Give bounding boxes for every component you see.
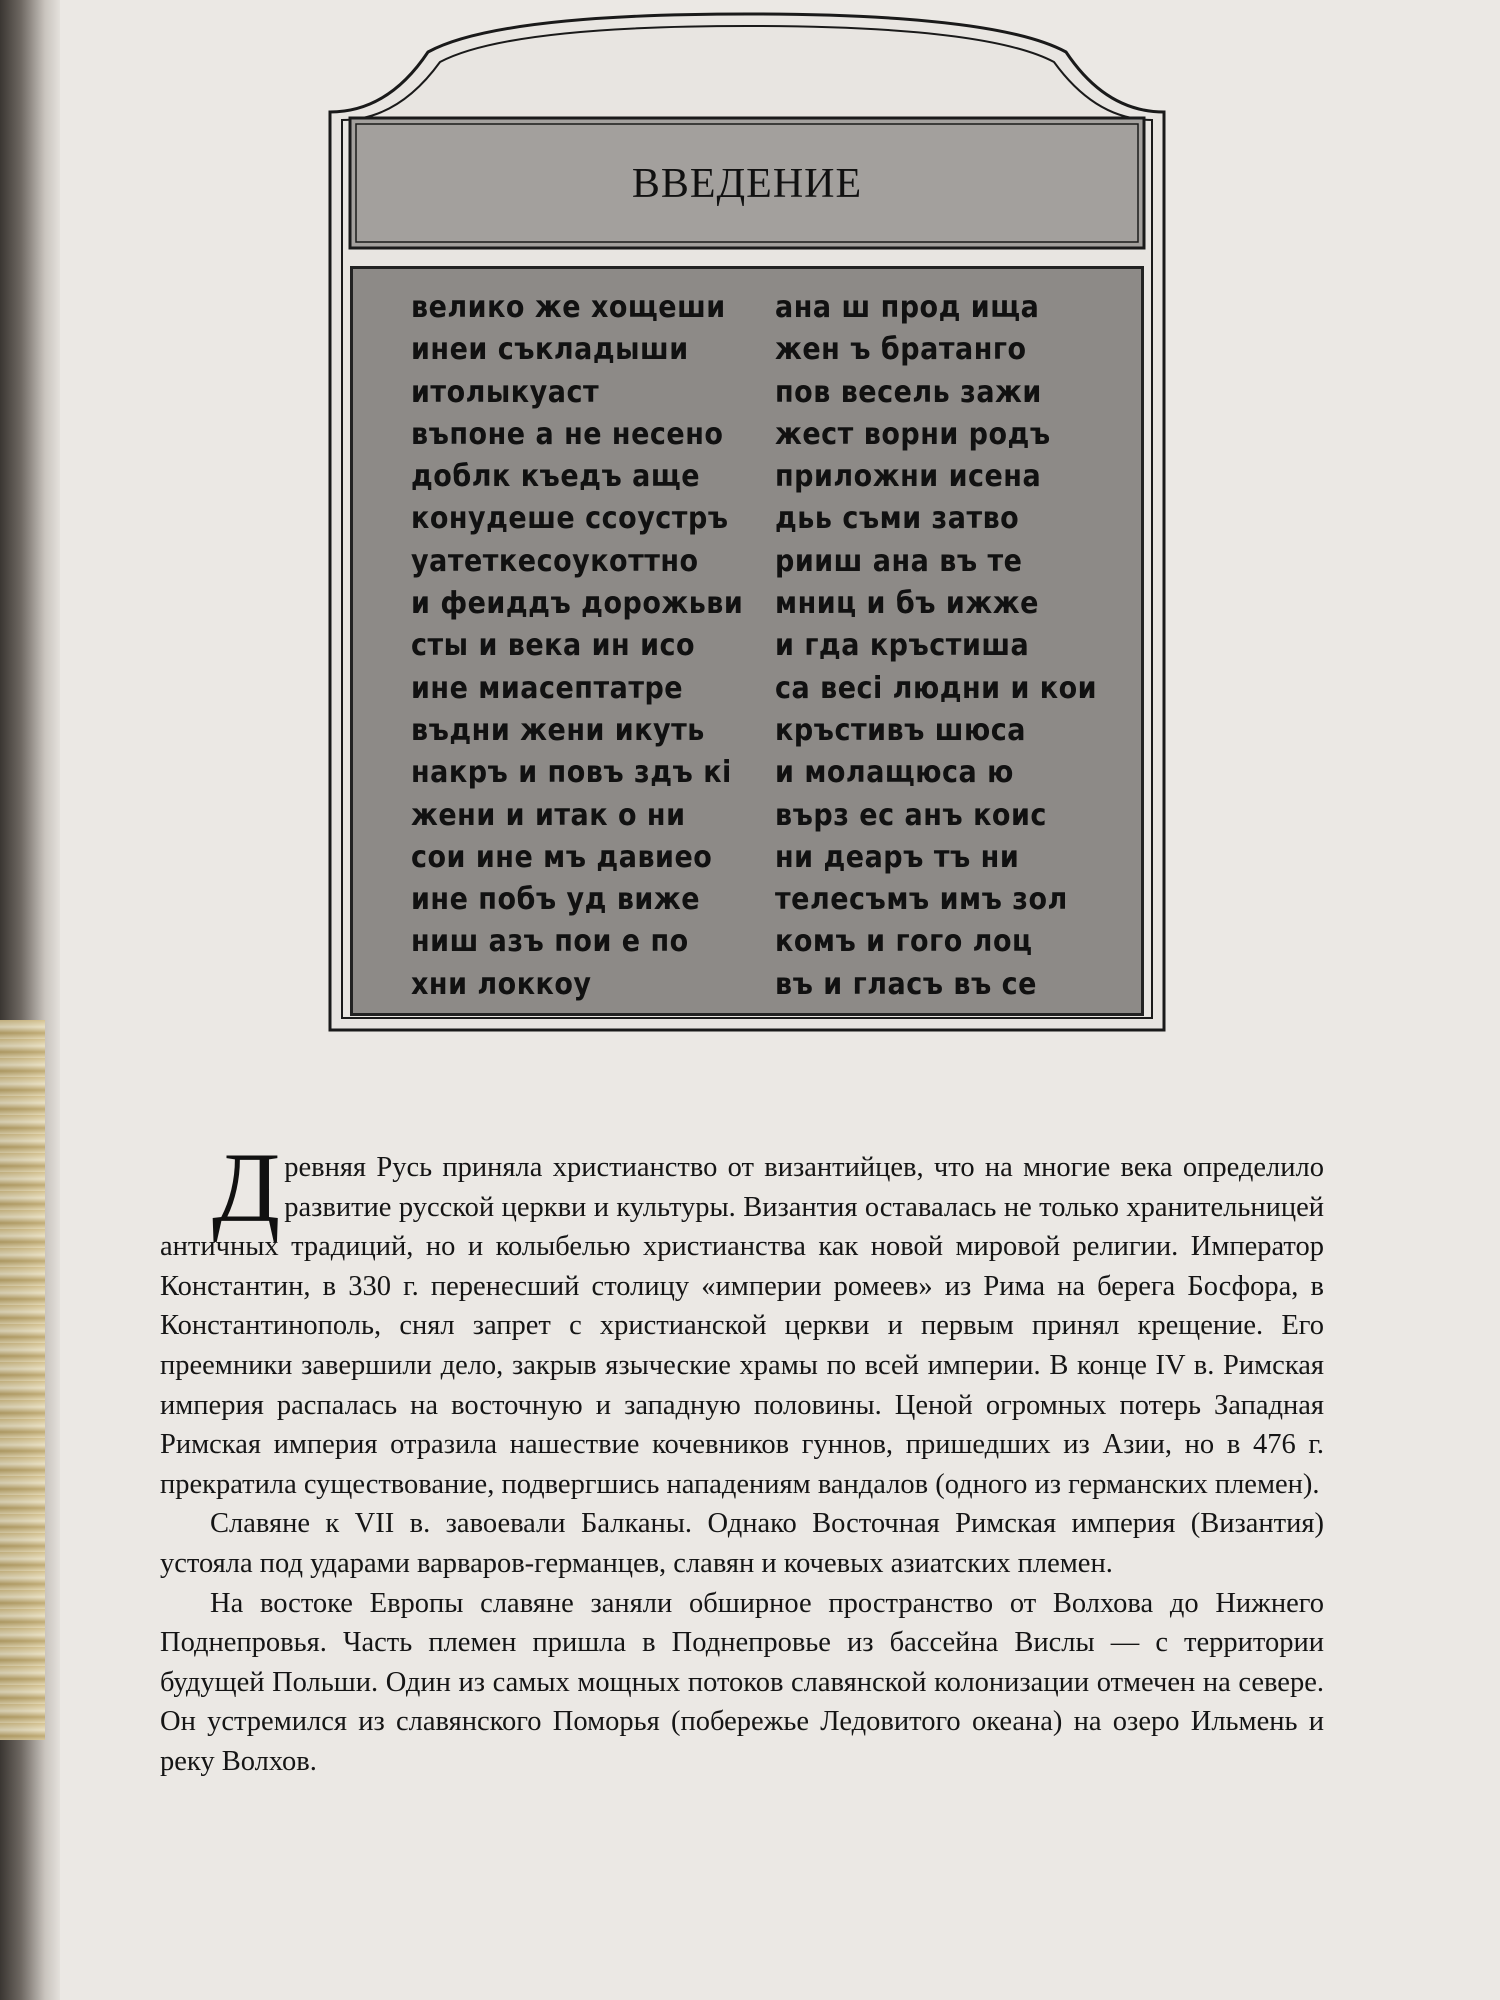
manuscript-line: са весі людни и кои (775, 670, 1098, 706)
paragraph-2: Славяне к VII в. завоевали Балканы. Однако Восточная Римская империя (Византия) устояла под ударами варваров-германцев, славян и кочевых азиатских племен. (160, 1508, 1324, 1579)
manuscript-line: уатеткесоукоттно (411, 543, 699, 579)
manuscript-line: въдни жени икуть (411, 713, 705, 748)
manuscript-line: инеи съкладыши (411, 332, 689, 368)
manuscript-line: кръстивъ шюса (775, 713, 1026, 748)
manuscript-line: ни деаръ тъ ни (775, 839, 1020, 875)
manuscript-line: рииш ана въ те (775, 543, 1023, 579)
manuscript-line: накръ и повъ здъ кі (411, 755, 732, 791)
paragraph-1-text: ревняя Русь приняла христианство от византийцев, что на многие века определило развитие русской церкви и культуры. Византия оставалась не только хранительницей античных традиций, но и колыбелью христианства как новой мировой религии. Император Константин, в 330 г. перенесший столицу «империи ромеев» из Рима на берега Босфора, в Константинополь, снял запрет с христианской церкви и первым принял крещение. Его преемники завершили дело, закрыв языческие храмы по всей империи. В конце IV в. Римская империя распалась на восточную и западную половины. Ценой огромных потерь Западная Римская империя отразила нашествие кочевников гуннов, пришедших из Азии, но в 476 г. прекратила существование, подвергшись нападениям вандалов (одного из германских племен). (160, 1152, 1324, 1500)
chapter-title: ВВЕДЕНИЕ (631, 161, 863, 207)
paragraph-3: На востоке Европы славяне заняли обширное пространство от Волхова до Нижнего Поднепровья. Часть племен пришла в Поднепровье из бассейна Вислы — с территории будущей Польши. Один из самых мощных потоков славянской колонизации отмечен на севере. Он устремился из славянского Поморья (побережье Ледовитого океана) на озеро Ильмень и реку Волхов. (160, 1587, 1324, 1777)
manuscript-line: приложни исена (775, 459, 1042, 494)
manuscript-left-column (411, 287, 743, 1006)
manuscript-line: ана ш прод ища (775, 290, 1040, 325)
manuscript-line: велико же хощеши (411, 290, 726, 325)
manuscript-line: комъ и гого лоц (775, 924, 1033, 960)
manuscript-line: и феиддъ дорожьви (411, 586, 744, 621)
manuscript-line: жени и итак о ни (411, 797, 686, 833)
manuscript-line: ниш азъ пои е по (411, 924, 689, 960)
manuscript-line: въпоне а не несено (411, 416, 724, 452)
manuscript-line: мниц и бъ ижже (775, 586, 1039, 621)
manuscript-line: ине миасептатре (411, 670, 684, 706)
manuscript-line: итолыкуаст (411, 374, 600, 410)
manuscript-line: доблк къедъ аще (411, 459, 701, 494)
body-text (160, 1132, 1324, 1782)
manuscript-line: и гда кръстиша (775, 628, 1030, 664)
manuscript-line: сты и века ин исо (411, 628, 696, 664)
manuscript-line: ине побъ уд виже (411, 882, 701, 917)
paragraph-1 (160, 1132, 1324, 1504)
manuscript-line: и молащюса ю (775, 755, 1014, 791)
manuscript-line: върз ес анъ коис (775, 797, 1047, 833)
drop-cap: Д (212, 1132, 281, 1243)
manuscript-line: жест ворни родъ (775, 416, 1051, 452)
chapter-header-plaque (328, 12, 1166, 1032)
manuscript-line: жен ъ братанго (775, 332, 1027, 368)
worn-page-edge (0, 1020, 45, 1740)
manuscript-line: пов весель зажи (775, 374, 1042, 410)
manuscript-image (350, 266, 1144, 1016)
manuscript-right-column (775, 287, 1097, 1006)
manuscript-line: телесъмъ имъ зол (775, 882, 1068, 917)
manuscript-line: дьь съми затво (775, 501, 1020, 537)
manuscript-line: въ и гласъ въ се (775, 966, 1037, 1002)
manuscript-line: сои ине мъ давиео (411, 839, 713, 875)
manuscript-line: хни локкоу (411, 966, 592, 1002)
manuscript-line: конудеше ссоустръ (411, 501, 729, 537)
